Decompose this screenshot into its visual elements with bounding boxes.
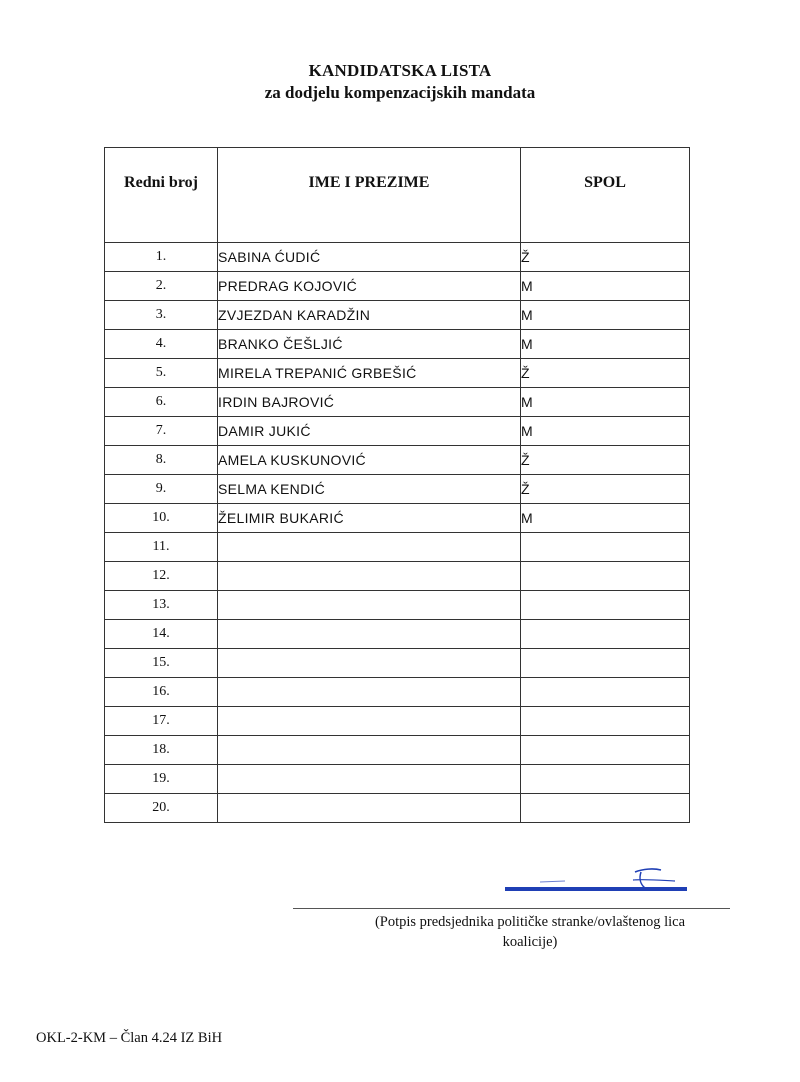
row-number: 13. [105, 591, 218, 620]
signature-mark [505, 862, 690, 902]
column-header-sex: SPOL [521, 148, 690, 243]
row-number: 18. [105, 736, 218, 765]
table-row [105, 765, 690, 794]
candidate-sex [521, 562, 690, 591]
candidate-sex: M [521, 272, 690, 301]
candidate-sex: M [521, 388, 690, 417]
row-number: 2. [105, 272, 218, 301]
table-row [105, 475, 690, 504]
candidate-name: BRANKO ČEŠLJIĆ [218, 330, 521, 359]
row-number: 3. [105, 301, 218, 330]
signature-caption-line2: koalicije) [502, 934, 558, 950]
column-header-number: Redni broj [105, 148, 218, 243]
candidate-sex [521, 736, 690, 765]
table-row [105, 794, 690, 823]
form-code-footer: OKL-2-KM – Član 4.24 IZ BiH [36, 1030, 223, 1046]
candidate-sex: Ž [521, 475, 690, 504]
signature-line [293, 908, 730, 909]
candidate-sex: M [521, 301, 690, 330]
row-number: 9. [105, 475, 218, 504]
row-number: 17. [105, 707, 218, 736]
candidate-name [218, 736, 521, 765]
candidate-rows [105, 243, 690, 823]
candidate-name [218, 533, 521, 562]
table-header-row [105, 148, 690, 243]
candidate-name: DAMIR JUKIĆ [218, 417, 521, 446]
candidate-sex [521, 591, 690, 620]
column-header-name: IME I PREZIME [218, 148, 521, 243]
row-number: 12. [105, 562, 218, 591]
row-number: 10. [105, 504, 218, 533]
signature-caption-line1: (Potpis predsjednika političke stranke/ovlaštenog lica [374, 914, 686, 930]
row-number: 8. [105, 446, 218, 475]
row-number: 5. [105, 359, 218, 388]
candidate-name [218, 707, 521, 736]
candidate-name: SABINA ĆUDIĆ [218, 243, 521, 272]
candidate-sex [521, 533, 690, 562]
row-number: 7. [105, 417, 218, 446]
row-number: 1. [105, 243, 218, 272]
document-title: KANDIDATSKA LISTA [308, 61, 492, 80]
row-number: 20. [105, 794, 218, 823]
document-subtitle: za dodjelu kompenzacijskih mandata [264, 83, 536, 102]
candidate-sex: M [521, 330, 690, 359]
candidate-name [218, 591, 521, 620]
document-heading [0, 60, 800, 104]
candidate-sex [521, 649, 690, 678]
candidate-sex [521, 707, 690, 736]
table-row [105, 272, 690, 301]
candidate-sex [521, 765, 690, 794]
candidate-sex: Ž [521, 359, 690, 388]
candidate-sex: M [521, 417, 690, 446]
candidate-sex: M [521, 504, 690, 533]
candidate-sex [521, 678, 690, 707]
candidate-sex [521, 620, 690, 649]
candidate-name: SELMA KENDIĆ [218, 475, 521, 504]
table-row [105, 446, 690, 475]
row-number: 14. [105, 620, 218, 649]
table-row [105, 359, 690, 388]
candidate-name [218, 678, 521, 707]
candidate-name [218, 620, 521, 649]
row-number: 6. [105, 388, 218, 417]
signature-caption [300, 912, 760, 952]
candidate-name: MIRELA TREPANIĆ GRBEŠIĆ [218, 359, 521, 388]
candidate-name: PREDRAG KOJOVIĆ [218, 272, 521, 301]
table-row [105, 330, 690, 359]
table-row [105, 591, 690, 620]
table-row [105, 504, 690, 533]
row-number: 16. [105, 678, 218, 707]
candidate-sex: Ž [521, 243, 690, 272]
candidate-name: IRDIN BAJROVIĆ [218, 388, 521, 417]
table-row [105, 678, 690, 707]
row-number: 11. [105, 533, 218, 562]
candidate-name [218, 794, 521, 823]
table-row [105, 736, 690, 765]
table-row [105, 301, 690, 330]
candidate-name: ŽELIMIR BUKARIĆ [218, 504, 521, 533]
row-number: 15. [105, 649, 218, 678]
table-row [105, 417, 690, 446]
table-row [105, 533, 690, 562]
table-row [105, 649, 690, 678]
candidate-sex: Ž [521, 446, 690, 475]
row-number: 19. [105, 765, 218, 794]
candidate-name: ZVJEZDAN KARADŽIN [218, 301, 521, 330]
table-row [105, 620, 690, 649]
candidate-sex [521, 794, 690, 823]
candidate-name: AMELA KUSKUNOVIĆ [218, 446, 521, 475]
candidate-name [218, 562, 521, 591]
candidate-name [218, 765, 521, 794]
candidate-table [104, 147, 690, 823]
table-row [105, 562, 690, 591]
table-row [105, 388, 690, 417]
candidate-name [218, 649, 521, 678]
table-row [105, 707, 690, 736]
row-number: 4. [105, 330, 218, 359]
table-row [105, 243, 690, 272]
